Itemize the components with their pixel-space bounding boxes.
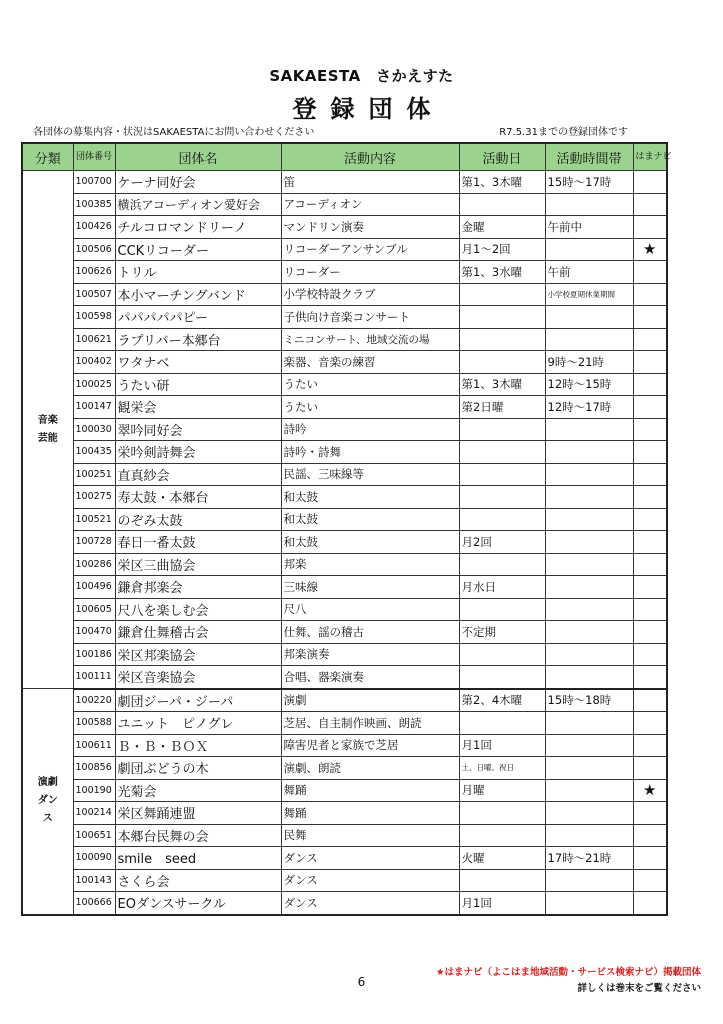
table-header-row [22, 143, 667, 171]
group-number: 100435 [73, 441, 115, 464]
activity-time: 15時～17時 [545, 171, 633, 194]
activity-content: 子供向け音楽コンサート [281, 306, 459, 329]
table-row [22, 712, 667, 735]
activity-day: 不定期 [459, 621, 545, 644]
activity-time [545, 576, 633, 599]
activity-day: 月1回 [459, 734, 545, 757]
activity-day: 金曜 [459, 216, 545, 239]
activity-day [459, 598, 545, 621]
hamanavi-mark [633, 824, 667, 847]
group-name: EOダンスサークル [115, 892, 281, 915]
table-row [22, 418, 667, 441]
hamanavi-mark [633, 486, 667, 509]
group-number: 100666 [73, 892, 115, 915]
activity-content: リコーダー [281, 261, 459, 284]
hamanavi-mark [633, 621, 667, 644]
activity-content: ダンス [281, 892, 459, 915]
header-number: 団体番号 [73, 143, 115, 171]
group-name: Ｂ・Ｂ・ＢＯＸ [115, 734, 281, 757]
activity-content: マンドリン演奏 [281, 216, 459, 239]
activity-time [545, 824, 633, 847]
table-row [22, 283, 667, 306]
group-number: 100621 [73, 328, 115, 351]
activity-time: 17時～21時 [545, 847, 633, 870]
table-row [22, 441, 667, 464]
hamanavi-mark [633, 598, 667, 621]
table-row [22, 802, 667, 825]
activity-time [545, 328, 633, 351]
footer-note [436, 965, 701, 997]
hamanavi-mark [633, 531, 667, 554]
activity-day [459, 283, 545, 306]
activity-day [459, 666, 545, 689]
activity-time: 15時～18時 [545, 689, 633, 712]
activity-time [545, 643, 633, 666]
hamanavi-mark [633, 712, 667, 735]
activity-content: アコーディオン [281, 193, 459, 216]
activity-content: 三味線 [281, 576, 459, 599]
group-name: 栄区三曲協会 [115, 553, 281, 576]
inquiry-note: 各団体の募集内容・状況はSAKAESTAにお問い合わせください [33, 127, 315, 138]
activity-content: リコーダーアンサンブル [281, 238, 459, 261]
activity-content: 演劇 [281, 689, 459, 712]
table-row [22, 328, 667, 351]
activity-time [545, 306, 633, 329]
activity-day: 第1、3木曜 [459, 171, 545, 194]
activity-content: 民舞 [281, 824, 459, 847]
table-row [22, 396, 667, 419]
hamanavi-mark [633, 396, 667, 419]
group-number: 100506 [73, 238, 115, 261]
activity-day: 土、日曜、祝日 [459, 757, 545, 780]
activity-day: 月2回 [459, 531, 545, 554]
activity-time [545, 508, 633, 531]
activity-day: 第2、4木曜 [459, 689, 545, 712]
table-row [22, 238, 667, 261]
group-name: 直真紗会 [115, 463, 281, 486]
group-name: のぞみ太鼓 [115, 508, 281, 531]
group-number: 100507 [73, 283, 115, 306]
group-table [21, 142, 672, 916]
table-row [22, 171, 667, 194]
group-name: 栄吟剣詩舞会 [115, 441, 281, 464]
group-number: 100626 [73, 261, 115, 284]
hamanavi-mark [633, 892, 667, 915]
footer-note-line2: 詳しくは巻末をご覧ください [577, 983, 701, 994]
category-cell: 演劇 ダン ス [22, 689, 73, 915]
activity-day [459, 463, 545, 486]
hamanavi-mark [633, 373, 667, 396]
table-row [22, 666, 667, 689]
group-number: 100214 [73, 802, 115, 825]
activity-time [545, 418, 633, 441]
table-row [22, 779, 667, 802]
activity-time: 12時～15時 [545, 373, 633, 396]
activity-content: 笛 [281, 171, 459, 194]
table-row [22, 463, 667, 486]
header-category: 分類 [22, 143, 73, 171]
group-number: 100186 [73, 643, 115, 666]
activity-content: 民謡、三味線等 [281, 463, 459, 486]
activity-content: 尺八 [281, 598, 459, 621]
group-number: 100611 [73, 734, 115, 757]
group-name: 春日一番太鼓 [115, 531, 281, 554]
group-name: うたい研 [115, 373, 281, 396]
group-number: 100030 [73, 418, 115, 441]
header-title: SAKAESTA さかえすた [269, 67, 454, 85]
group-number: 100286 [73, 553, 115, 576]
activity-day [459, 508, 545, 531]
activity-content: ミニコンサート、地域交流の場 [281, 328, 459, 351]
hamanavi-mark [633, 757, 667, 780]
group-number: 100521 [73, 508, 115, 531]
activity-content: ダンス [281, 869, 459, 892]
hamanavi-mark [633, 463, 667, 486]
table-row [22, 643, 667, 666]
activity-time [545, 779, 633, 802]
hamanavi-mark [633, 847, 667, 870]
group-name: 鎌倉仕舞稽古会 [115, 621, 281, 644]
group-number: 100190 [73, 779, 115, 802]
activity-time [545, 553, 633, 576]
group-name: 栄区音楽協会 [115, 666, 281, 689]
hamanavi-mark [633, 643, 667, 666]
activity-content: 小学校特設クラブ [281, 283, 459, 306]
table-row [22, 892, 667, 915]
activity-content: ダンス [281, 847, 459, 870]
activity-content: 演劇、朗読 [281, 757, 459, 780]
activity-time [545, 802, 633, 825]
activity-day [459, 553, 545, 576]
group-number: 100651 [73, 824, 115, 847]
activity-day [459, 824, 545, 847]
activity-day [459, 351, 545, 374]
hamanavi-mark [633, 802, 667, 825]
group-number: 100728 [73, 531, 115, 554]
group-number: 100090 [73, 847, 115, 870]
activity-time: 午前中 [545, 216, 633, 239]
group-name: パパパパパピー [115, 306, 281, 329]
activity-content: 障害児者と家族で芝居 [281, 734, 459, 757]
group-number: 100426 [73, 216, 115, 239]
group-number: 100220 [73, 689, 115, 712]
activity-day [459, 328, 545, 351]
table-row [22, 689, 667, 712]
group-number: 100496 [73, 576, 115, 599]
table-row [22, 621, 667, 644]
activity-day: 第1、3木曜 [459, 373, 545, 396]
activity-time [545, 486, 633, 509]
group-number: 100856 [73, 757, 115, 780]
hamanavi-mark [633, 216, 667, 239]
activity-time [545, 757, 633, 780]
group-name: 鎌倉邦楽会 [115, 576, 281, 599]
hamanavi-mark [633, 576, 667, 599]
activity-time [545, 734, 633, 757]
hamanavi-mark [633, 261, 667, 284]
group-name: さくら会 [115, 869, 281, 892]
activity-time [545, 193, 633, 216]
hamanavi-mark: ★ [633, 779, 667, 802]
header-activity: 活動内容 [281, 143, 459, 171]
table-row [22, 261, 667, 284]
header-time: 活動時間帯 [545, 143, 633, 171]
group-number: 100470 [73, 621, 115, 644]
table-row [22, 598, 667, 621]
table-row [22, 824, 667, 847]
group-number: 100147 [73, 396, 115, 419]
group-name: 劇団ジーパ・ジーパ [115, 689, 281, 712]
activity-day: 第2日曜 [459, 396, 545, 419]
activity-day [459, 802, 545, 825]
table-row [22, 373, 667, 396]
activity-content: 和太鼓 [281, 508, 459, 531]
activity-content: 合唱、器楽演奏 [281, 666, 459, 689]
activity-day [459, 712, 545, 735]
hamanavi-mark [633, 869, 667, 892]
group-name: ケーナ同好会 [115, 171, 281, 194]
activity-time: 12時～17時 [545, 396, 633, 419]
hamanavi-mark [633, 508, 667, 531]
activity-content: 邦楽演奏 [281, 643, 459, 666]
activity-content: うたい [281, 373, 459, 396]
activity-day: 月曜 [459, 779, 545, 802]
group-name: トリル [115, 261, 281, 284]
activity-content: 仕舞、謡の稽古 [281, 621, 459, 644]
table-row [22, 847, 667, 870]
activity-time [545, 598, 633, 621]
table-row [22, 757, 667, 780]
activity-day: 月1～2回 [459, 238, 545, 261]
activity-time [545, 892, 633, 915]
header-day: 活動日 [459, 143, 545, 171]
hamanavi-mark [633, 193, 667, 216]
page-title: 登録団体 [292, 95, 445, 123]
group-number: 100588 [73, 712, 115, 735]
activity-content: 楽器、音楽の練習 [281, 351, 459, 374]
activity-day [459, 441, 545, 464]
header-name: 団体名 [115, 143, 281, 171]
page-number: 6 [357, 975, 366, 989]
activity-content: 和太鼓 [281, 531, 459, 554]
table-row [22, 508, 667, 531]
group-name: 劇団ぶどうの木 [115, 757, 281, 780]
group-name: 翠吟同好会 [115, 418, 281, 441]
hamanavi-mark: ★ [633, 238, 667, 261]
hamanavi-mark [633, 418, 667, 441]
group-number: 100275 [73, 486, 115, 509]
table-row [22, 216, 667, 239]
group-name: 観栄会 [115, 396, 281, 419]
table-body [22, 171, 667, 915]
group-name: 栄区邦楽協会 [115, 643, 281, 666]
activity-time [545, 712, 633, 735]
table-row [22, 553, 667, 576]
activity-content: 舞踊 [281, 802, 459, 825]
activity-content: 舞踊 [281, 779, 459, 802]
activity-day [459, 486, 545, 509]
activity-time [545, 621, 633, 644]
activity-time: 9時～21時 [545, 351, 633, 374]
hamanavi-mark [633, 666, 667, 689]
group-name: チルコロマンドリーノ [115, 216, 281, 239]
table-row [22, 869, 667, 892]
group-number: 100111 [73, 666, 115, 689]
group-name: 横浜アコーディオン愛好会 [115, 193, 281, 216]
activity-content: 芝居、自主制作映画、朗読 [281, 712, 459, 735]
activity-time [545, 531, 633, 554]
group-number: 100251 [73, 463, 115, 486]
group-name: ラプリバー本郷台 [115, 328, 281, 351]
activity-day [459, 869, 545, 892]
table-row [22, 531, 667, 554]
group-number: 100605 [73, 598, 115, 621]
group-name: 尺八を楽しむ会 [115, 598, 281, 621]
footer-note-line1: ★はまナビ（よこはま地域活動・サービス検索ナビ）掲載団体 [435, 967, 701, 978]
activity-day [459, 193, 545, 216]
group-name: 栄区舞踊連盟 [115, 802, 281, 825]
hamanavi-mark [633, 171, 667, 194]
table-row [22, 351, 667, 374]
activity-day: 第1、3水曜 [459, 261, 545, 284]
hamanavi-mark [633, 553, 667, 576]
activity-time [545, 666, 633, 689]
table-row [22, 486, 667, 509]
group-name: smile seed [115, 847, 281, 870]
hamanavi-mark [633, 328, 667, 351]
activity-content: 詩吟 [281, 418, 459, 441]
table-row [22, 306, 667, 329]
activity-time [545, 463, 633, 486]
activity-content: 和太鼓 [281, 486, 459, 509]
hamanavi-mark [633, 734, 667, 757]
group-number: 100700 [73, 171, 115, 194]
hamanavi-mark [633, 351, 667, 374]
group-name: CCKリコーダー [115, 238, 281, 261]
table-row [22, 734, 667, 757]
group-number: 100385 [73, 193, 115, 216]
hamanavi-mark [633, 283, 667, 306]
activity-content: 邦楽 [281, 553, 459, 576]
activity-day [459, 418, 545, 441]
group-name: ユニット ピノグレ [115, 712, 281, 735]
group-number: 100598 [73, 306, 115, 329]
group-name: 寿太鼓・本郷台 [115, 486, 281, 509]
group-number: 100143 [73, 869, 115, 892]
activity-day: 月水日 [459, 576, 545, 599]
hamanavi-mark [633, 306, 667, 329]
category-cell: 音楽 芸能 [22, 171, 73, 689]
hamanavi-mark [633, 441, 667, 464]
group-name: 本郷台民舞の会 [115, 824, 281, 847]
group-name: ワタナベ [115, 351, 281, 374]
activity-time: 午前 [545, 261, 633, 284]
activity-time [545, 441, 633, 464]
activity-time [545, 869, 633, 892]
group-name: 光菊会 [115, 779, 281, 802]
activity-day [459, 643, 545, 666]
activity-day: 月1回 [459, 892, 545, 915]
table-row [22, 576, 667, 599]
group-number: 100402 [73, 351, 115, 374]
activity-time [545, 238, 633, 261]
header-navi: はまナビ [633, 143, 667, 171]
group-name: 本小マーチングバンド [115, 283, 281, 306]
registration-date-note: R7.5.31までの登録団体です [499, 127, 628, 138]
activity-day [459, 306, 545, 329]
group-number: 100025 [73, 373, 115, 396]
hamanavi-mark [633, 689, 667, 712]
table-row [22, 193, 667, 216]
activity-day: 火曜 [459, 847, 545, 870]
activity-content: 詩吟・詩舞 [281, 441, 459, 464]
activity-time: 小学校夏期休業期間 [545, 283, 633, 306]
activity-content: うたい [281, 396, 459, 419]
